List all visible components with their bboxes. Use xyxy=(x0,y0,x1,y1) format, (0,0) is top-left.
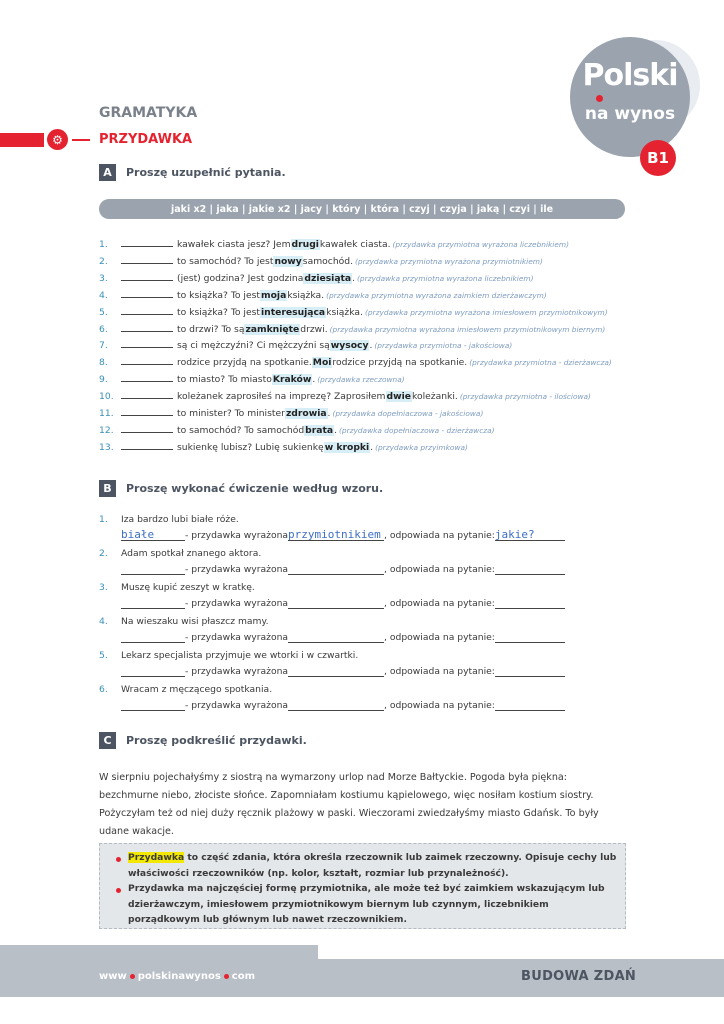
grammar-note: (przydawka dopełniaczowa - dzierżawcza) xyxy=(339,425,495,435)
highlighted-word: interesująca xyxy=(261,306,326,318)
logo-dot xyxy=(596,95,603,102)
answer-line xyxy=(121,664,565,677)
highlighted-word: Kraków xyxy=(272,374,312,386)
item-number: 7. xyxy=(99,340,108,352)
sentence-end: książka. xyxy=(287,289,325,301)
answer-blank-word[interactable] xyxy=(121,698,185,711)
footer-url-suffix: com xyxy=(231,971,255,982)
item-number: 6. xyxy=(99,323,108,335)
answer-blank[interactable] xyxy=(121,337,173,348)
answer-line xyxy=(121,630,565,643)
section-a-title: Proszę uzupełnić pytania. xyxy=(126,166,286,179)
sentence-start: sukienkę lubisz? Lubię sukienkę xyxy=(177,441,324,453)
sentence-end: kawałek ciasta. xyxy=(319,239,391,250)
section-c-title: Proszę podkreślić przydawki. xyxy=(126,734,307,747)
item-number: 10. xyxy=(99,391,114,403)
footer-top-strip xyxy=(0,945,318,959)
title-accent-bar xyxy=(0,133,44,147)
answer-blank[interactable] xyxy=(121,371,173,382)
sentence-start: to książka? To jest xyxy=(177,306,261,318)
grammar-note: (przydawka przymiotna wyrażona imiesłowem przymiotnikowym biernym) xyxy=(329,324,606,334)
label-question: , odpowiada na pytanie: xyxy=(384,700,495,711)
sentence-start: (jest) godzina? Jest godzina xyxy=(177,272,304,284)
exercise-a-row xyxy=(99,371,405,387)
answer-blank-word[interactable] xyxy=(121,596,185,609)
example-sentence: Iza bardzo lubi białe róże. xyxy=(121,514,239,525)
answer-blank-question[interactable] xyxy=(495,596,565,609)
title-accent-line xyxy=(72,139,90,141)
section-c-letter: C xyxy=(99,732,116,749)
sentence-end: samochód. xyxy=(302,255,354,267)
info-item-1 xyxy=(128,850,618,881)
grammar-note: (przydawka przymiotna wyrażona przymiotnikiem) xyxy=(355,256,543,266)
page-title: PRZYDAWKA xyxy=(99,132,193,147)
info-item-1-text: to część zdania, która określa rzeczownik lub zaimek rzeczowny. Opisuje cechy lub właściwości rzeczowników (np. kolor, kształt, rozmiar lub przynależność). xyxy=(128,852,617,879)
highlighted-word: brata xyxy=(305,424,334,436)
highlighted-word: nowy xyxy=(274,255,302,267)
answer-blank-word[interactable] xyxy=(121,630,185,643)
answer-blank-question[interactable] xyxy=(495,698,565,711)
highlighted-word: w kropki xyxy=(324,441,370,453)
answer-line xyxy=(121,562,565,575)
item-number: 4. xyxy=(99,289,108,301)
answer-blank-question[interactable] xyxy=(495,562,565,575)
answer-blank[interactable] xyxy=(121,321,173,332)
grammar-note: (przydawka przymiotna wyrażona liczebnikiem) xyxy=(392,240,569,249)
answer-blank-word[interactable] xyxy=(121,664,185,677)
answer-blank-form[interactable] xyxy=(288,698,384,711)
grammar-note: (przydawka przymiotna - dzierżawcza) xyxy=(469,358,612,368)
info-item-2: Przydawka ma najczęściej formę przymiotnika, ale może też być zaimkiem wskazującym lub dzierżawczym, imiesłowem przymiotnikowym biernym lub czynnym, liczebnikiem porządkowym lub głównym lub nawet rzeczownikiem. xyxy=(128,883,605,925)
sentence-end: . xyxy=(370,441,374,453)
highlighted-word: dziesiąta xyxy=(304,272,352,284)
example-sentence: Lekarz specjalista przyjmuje we wtorki i w czwartki. xyxy=(121,650,359,661)
answer-blank[interactable] xyxy=(121,354,173,365)
sentence-start: rodzice przyjdą na spotkanie. xyxy=(177,357,312,369)
exercise-a-row xyxy=(99,388,591,404)
url-dot-icon xyxy=(130,974,135,979)
answer-blank-form[interactable] xyxy=(288,596,384,609)
exercise-a-row xyxy=(99,304,608,320)
sentence-start: to samochód? To samochód xyxy=(177,424,305,436)
item-number: 12. xyxy=(99,424,114,436)
sentence-end: koleżanki. xyxy=(411,391,458,403)
item-number: 4. xyxy=(99,616,108,627)
answer-line xyxy=(121,528,565,541)
item-number: 8. xyxy=(99,357,108,369)
item-number: 1. xyxy=(99,514,108,525)
grammar-note: (przydawka przymiotna wyrażona liczebnikiem) xyxy=(357,273,534,283)
answer-blank-word[interactable] xyxy=(121,528,185,541)
answer-blank-question[interactable] xyxy=(495,630,565,643)
example-sentence: Na wieszaku wisi płaszcz mamy. xyxy=(121,616,269,627)
sentence-start: to miasto? To miasto xyxy=(177,374,272,386)
label-expressed: - przydawka wyrażona xyxy=(185,564,289,575)
sentence-start: koleżanek zaprosiłeś na imprezę? Zaprosiłem xyxy=(177,391,386,403)
item-number: 5. xyxy=(99,650,108,661)
answer-blank-form[interactable] xyxy=(288,528,384,541)
footer-url[interactable] xyxy=(99,971,255,982)
info-term-highlight: Przydawka xyxy=(128,852,185,863)
exercise-a-row xyxy=(99,439,468,455)
answer-line xyxy=(121,698,565,711)
item-number: 9. xyxy=(99,374,108,386)
section-c-paragraph: W sierpniu pojechałyśmy z siostrą na wymarzony urlop nad Morze Bałtyckie. Pogoda była piękna: bezchmurne niebo, złociste słońce. Zapomniałam kostiumu kąpielowego, więc nosiłam kostium siostry. Pożyczyłam też od niej duży ręcznik plażowy w paski. Wieczorami zwiedzałyśmy miasto Gdańsk. To były udane wakacje. xyxy=(99,772,599,837)
sentence-end: . xyxy=(352,272,356,284)
item-number: 3. xyxy=(99,272,108,284)
exercise-a-row xyxy=(99,236,569,252)
example-sentence: Muszę kupić zeszyt w kratkę. xyxy=(121,582,255,593)
grammar-note: (przydawka przymiotna - jakościowa) xyxy=(374,341,513,351)
sentence-start: to drzwi? To są xyxy=(177,323,245,335)
sentence-start: są ci mężczyźni? Ci mężczyźni są xyxy=(177,340,330,352)
word-bank: jaki x2 | jaka | jakie x2 | jacy | który | która | czyj | czyja | jaką | czyi | ile xyxy=(99,199,625,219)
grammar-note: (przydawka przyimkowa) xyxy=(375,442,468,452)
handwritten-answer: jakie? xyxy=(494,528,535,541)
handwritten-answer: przymiotnikiem xyxy=(288,528,381,541)
footer-section-name: BUDOWA ZDAŃ xyxy=(521,969,637,984)
sentence-end: rodzice przyjdą na spotkanie. xyxy=(332,357,468,369)
label-expressed: - przydawka wyrażona xyxy=(185,530,289,541)
label-question: , odpowiada na pytanie: xyxy=(384,598,495,609)
bullet-icon xyxy=(116,888,121,893)
section-b-title: Proszę wykonać ćwiczenie według wzoru. xyxy=(126,482,384,495)
sentence-end: . xyxy=(312,374,316,386)
item-number: 13. xyxy=(99,441,114,453)
answer-blank[interactable] xyxy=(121,405,173,416)
sentence-end: drzwi. xyxy=(300,323,328,335)
section-b-letter: B xyxy=(99,480,116,497)
exercise-a-row xyxy=(99,287,547,303)
answer-blank[interactable] xyxy=(121,253,173,264)
url-dot-icon xyxy=(224,974,229,979)
label-expressed: - przydawka wyrażona xyxy=(185,632,289,643)
sentence-start: kawałek ciasta jesz? Jem xyxy=(177,239,291,250)
example-sentence: Wracam z męczącego spotkania. xyxy=(121,684,273,695)
answer-blank-question[interactable] xyxy=(495,664,565,677)
grammar-note: (przydawka przymiotna wyrażona imiesłowem przymiotnikowym) xyxy=(364,307,608,317)
bullet-icon xyxy=(116,857,121,862)
sentence-end: . xyxy=(369,340,373,352)
grammar-note: (przydawka dopełniaczowa - jakościowa) xyxy=(332,409,484,418)
highlighted-word: dwie xyxy=(386,391,411,403)
grammar-note: (przydawka rzeczowna) xyxy=(317,375,405,385)
answer-blank-question[interactable] xyxy=(495,528,565,541)
answer-blank[interactable] xyxy=(121,439,173,450)
answer-blank[interactable] xyxy=(121,422,173,433)
exercise-a-row xyxy=(99,405,483,421)
label-expressed: - przydawka wyrażona xyxy=(185,666,289,677)
sentence-start: to minister? To minister xyxy=(177,408,285,419)
answer-blank-form[interactable] xyxy=(288,630,384,643)
exercise-a-row xyxy=(99,253,543,269)
answer-blank[interactable] xyxy=(121,287,173,298)
exercise-a-row xyxy=(99,422,495,438)
answer-line xyxy=(121,596,565,609)
footer-url-prefix: www xyxy=(99,971,127,982)
grammar-note: (przydawka przymiotna - ilościowa) xyxy=(459,392,591,402)
answer-blank[interactable] xyxy=(121,270,173,281)
example-sentence: Adam spotkał znanego aktora. xyxy=(121,548,262,559)
item-number: 2. xyxy=(99,255,108,267)
gears-icon: ⚙ xyxy=(47,129,68,150)
answer-blank-word[interactable] xyxy=(121,562,185,575)
answer-blank[interactable] xyxy=(121,236,173,247)
sentence-end: książka. xyxy=(326,306,363,318)
label-question: , odpowiada na pytanie: xyxy=(384,666,495,677)
highlighted-word: zamknięte xyxy=(245,323,300,335)
sentence-start: to samochód? To jest xyxy=(177,255,274,267)
exercise-a-row xyxy=(99,270,533,286)
label-expressed: - przydawka wyrażona xyxy=(185,598,289,609)
highlighted-word: Moi xyxy=(312,357,332,369)
item-number: 3. xyxy=(99,582,108,593)
logo-subtitle: na wynos xyxy=(584,104,676,124)
footer-url-main: polskinawynos xyxy=(137,971,221,982)
level-badge: B1 xyxy=(640,140,676,176)
logo-title: Polski xyxy=(582,58,678,93)
grammar-note: (przydawka przymiotna wyrażona zaimkiem dzierżawczym) xyxy=(326,290,547,300)
item-number: 1. xyxy=(99,239,108,250)
sentence-start: to książka? To jest xyxy=(177,289,261,301)
label-expressed: - przydawka wyrażona xyxy=(185,700,289,711)
exercise-a-row xyxy=(99,321,605,337)
item-number: 2. xyxy=(99,548,108,559)
answer-blank-form[interactable] xyxy=(288,562,384,575)
handwritten-answer: białe xyxy=(121,528,155,541)
label-question: , odpowiada na pytanie: xyxy=(384,564,495,575)
highlighted-word: drugi xyxy=(291,239,319,250)
item-number: 11. xyxy=(99,408,114,419)
highlighted-word: zdrowia xyxy=(285,408,327,419)
item-number: 6. xyxy=(99,684,108,695)
section-a-letter: A xyxy=(99,164,116,181)
highlighted-word: wysocy xyxy=(330,340,369,352)
exercise-a-row xyxy=(99,337,512,353)
answer-blank[interactable] xyxy=(121,304,173,315)
sentence-end: . xyxy=(327,408,331,419)
label-question: , odpowiada na pytanie: xyxy=(384,632,495,643)
answer-blank-form[interactable] xyxy=(288,664,384,677)
highlighted-word: moja xyxy=(261,289,287,301)
exercise-a-row xyxy=(99,354,612,370)
category-label: GRAMATYKA xyxy=(99,105,198,121)
item-number: 5. xyxy=(99,306,108,318)
logo-circle xyxy=(570,37,690,157)
sentence-end: . xyxy=(334,424,337,436)
label-question: , odpowiada na pytanie: xyxy=(384,530,495,541)
answer-blank[interactable] xyxy=(121,388,173,399)
